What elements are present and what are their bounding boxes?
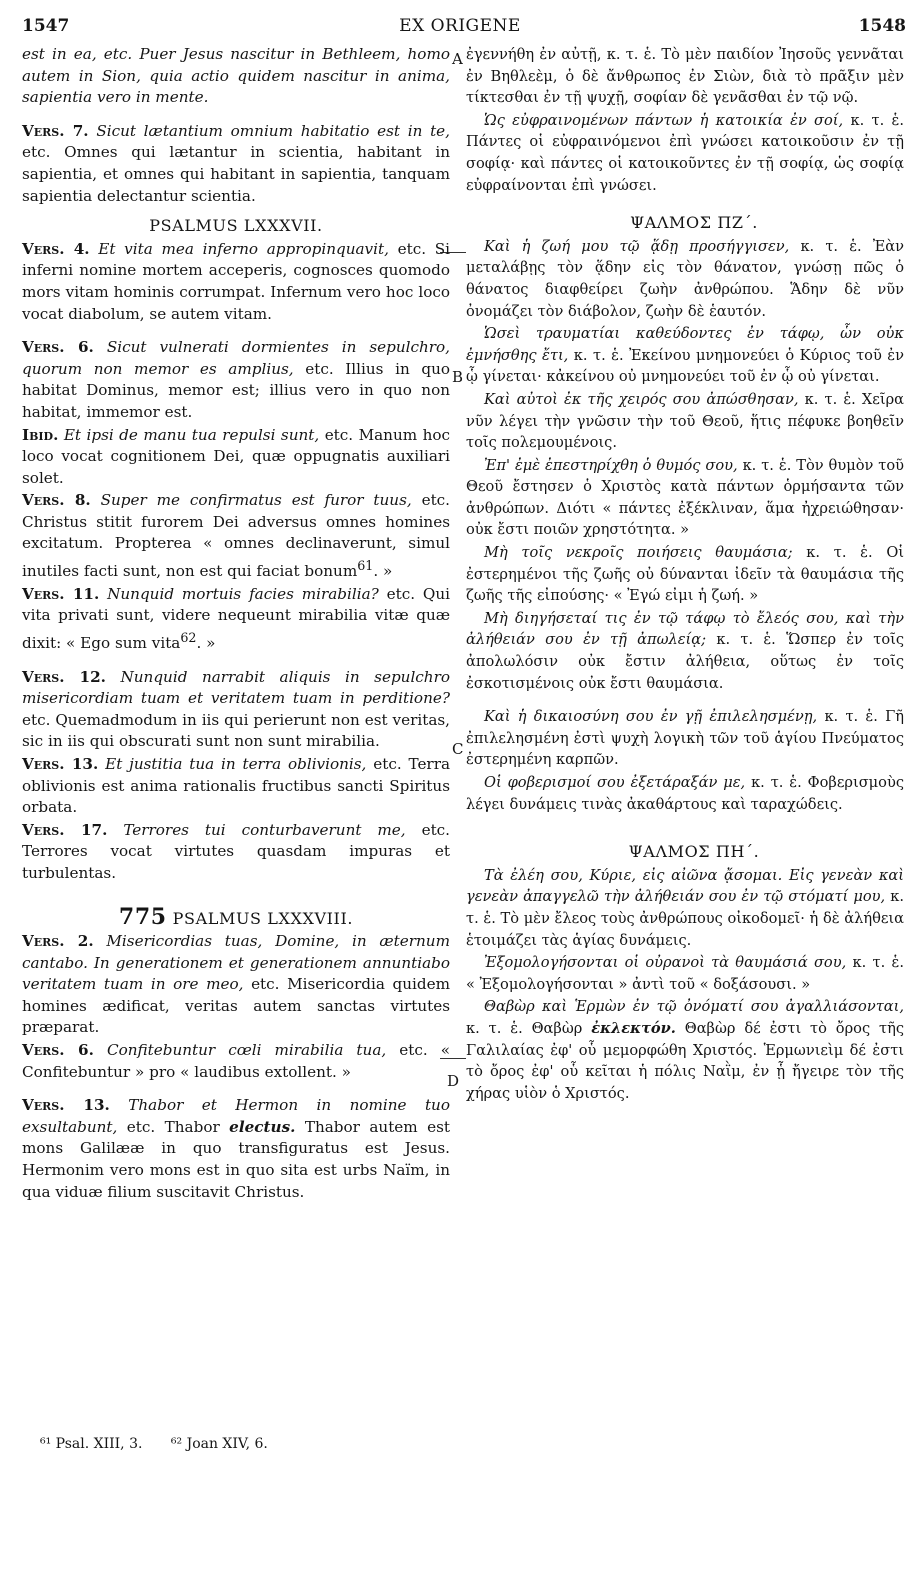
verse-ref: Vers. 6. — [22, 1041, 94, 1060]
latin-verse — [22, 239, 450, 325]
verse-lemma: Et ipsi de manu tua repulsi sunt, — [63, 425, 320, 444]
verse-lemma: Καὶ ἡ δικαιοσύνη σου ἐν γῇ ἐπιλελησμένῃ, — [484, 708, 818, 726]
verse-comment: κ. τ. ἑ. Πάντες οἱ εὐφραινόμενοι ἐπὶ γνώσει κατοικοῦσιν ἐν τῇ σοφίᾳ· καὶ πάντες οἱ κατοικοῦντες ἐν τῇ σοφίᾳ, ὡς σοφίᾳ εὐφραίνονται ἐπὶ γνώσει. — [466, 111, 904, 194]
verse-lemma: Misericordias tuas, Domine, in æternum cantabo. In generationem et generationem annuntiabo veritatem tuam in ore meo, — [22, 932, 450, 994]
greek-verse — [466, 608, 904, 694]
greek-verse — [466, 865, 904, 951]
verse-ref: Vers. 11. — [22, 584, 100, 603]
verse-comment: κ. τ. ἑ. Οἱ ἐστερημένοι τῆς ζωῆς οὐ δύνανται ἰδεῖν τὰ θαυμάσια τῆς ζωῆς τῆς εἰπούσης· « Ἐγώ εἰμι ἡ ζωή. » — [466, 544, 905, 605]
greek-verse — [466, 455, 904, 541]
greek-paragraph — [466, 44, 904, 109]
verse-gloss: ἐκλεκτόν. — [591, 1019, 676, 1037]
verse-comment: etc. Quemadmodum in iis qui perierunt non est veritas, sic in iis qui obscurati sunt non sunt mirabilia. — [22, 710, 450, 751]
verse-ref: Ibid. — [22, 425, 59, 444]
verse-ref: Vers. 7. — [22, 121, 89, 140]
verse-ref: Vers. 13. — [22, 1096, 110, 1115]
verse-comment: κ. τ. ἑ. « Ἐξομολογήσονται » ἀντὶ τοῦ « δοξάσουσι. » — [466, 954, 904, 993]
verse-comment: κ. τ. ἑ. Τὸν θυμὸν τοῦ Θεοῦ ἔστησεν ὁ Χριστὸς κατὰ πάντων ὁρμήσαντα τῶν ἀνθρώπων. Διότι « πάντες ἐξέκλιναν, ἅμα ἠχρειώθησαν· οὐκ ἔστι ποιῶν χρηστότητα. » — [466, 456, 905, 539]
verse-end: . » — [373, 562, 393, 581]
latin-verse — [22, 931, 450, 1039]
latin-verse — [22, 121, 450, 207]
verse-comment: κ. τ. ἑ. Ὥσπερ ἐν τοῖς ἀπολωλόσιν οὐκ ἔστιν ἀλήθεια, οὕτως ἐν τοῖς ἐσκοτισμένοις οὐκ ἔστι θαυμάσια. — [466, 631, 905, 692]
verse-comment: etc. Terra oblivionis est anima rationalis fructibus sancti Spiritus orbata. — [22, 754, 451, 817]
verse-lemma: Ἐπ' ἐμὲ ἐπεστηρίχθη ὁ θυμός σου, — [484, 456, 738, 474]
verse-comment: etc. Si inferni nomine mortem acceperis, cognosces quomodo mors vitam hominis corrumpat. Infernum vero hoc loco vocat diabolum, se autem vitam. — [22, 239, 451, 323]
greek-verse — [466, 110, 904, 196]
margin-marker-a: A — [452, 50, 463, 68]
verse-comment: etc. Illius in quo habitat Dominus, memor est; illius vero in quo non habitat, immemor est. — [22, 359, 451, 421]
verse-lemma: Confitebuntur cœli mirabilia tua, — [106, 1041, 387, 1060]
margin-marker-c: C — [452, 740, 464, 758]
psalm-heading-latin — [22, 903, 450, 930]
verse-ref: Vers. 17. — [22, 820, 108, 839]
verse-lemma: Nunquid narrabit aliquis in sepulchro misericordiam tuam et veritatem tuam in perditione? — [22, 667, 450, 708]
verse-lemma: Μὴ διηγήσεταί τις ἐν τῷ τάφῳ τὸ ἔλεός σου, καὶ τὴν ἀλήθειάν σου ἐν τῇ ἀπωλείᾳ; — [466, 609, 904, 649]
greek-verse — [466, 389, 904, 454]
psalm-heading-greek: ΨΑΛΜΟΣ ΠΖ΄. — [630, 213, 758, 233]
greek-verse — [466, 952, 904, 995]
latin-column — [22, 44, 450, 1203]
verse-lemma: Καὶ αὐτοὶ ἐκ τῆς χειρός σου ἀπώσθησαν, — [484, 390, 799, 408]
footnotes — [40, 1436, 440, 1452]
verse-comment: etc. Misericordia quidem homines ædificat, veritas autem sanctas virtutes præparat. — [22, 975, 451, 1037]
verse-comment: κ. τ. ἑ. Φοβερισμοὺς λέγει δυνάμεις τινὰς ἀκαθάρτους καὶ ταραχώδεις. — [466, 774, 904, 813]
verse-comment: etc. Omnes qui lætantur in scientia, habitant in sapientia, et omnes qui habitant in sapientia, tanquam sapientia delectantur scientia. — [22, 143, 450, 205]
verse-end: . » — [196, 633, 216, 652]
verse-ref: Vers. 2. — [22, 932, 94, 951]
verse-lemma: Super me confirmatus est furor tuus, — [100, 491, 412, 510]
latin-text: est in ea, etc. Puer Jesus nascitur in Bethleem, homo autem in Sion, quia actio quidem nascitur in anima, sapientia vero in mente. — [22, 45, 450, 107]
verse-comment: etc. Terrores vocat virtutes quasdam impuras et turbulentas. — [22, 820, 451, 882]
verse-lemma: Nunquid mortuis facies mirabilia? — [107, 584, 379, 603]
verse-lemma: Sicut lætantium omnium habitatio est in te, — [96, 121, 450, 140]
verse-comment: κ. τ. ἑ. Ἐὰν μεταλάβῃς τὸν ᾅδην εἰς τὸν θάνατον, γνώσῃ πῶς ὁ θάνατος διαφθείρει ζωὴν ἀνθρώπου. Ἅδην δὲ νῦν ὀνομάζει τὸν διάβολον, ζωὴν δὲ ἑαυτόν. — [466, 237, 904, 320]
verse-comment: κ. τ. ἑ. Χεῖρα νῦν λέγει τὴν γνῶσιν τὴν τοῦ Θεοῦ, ἥτις πέφυκε βοηθεῖν τοῖς πολεμουμένοις. — [466, 390, 904, 452]
latin-verse — [22, 1040, 450, 1083]
verse-lemma: Thabor et Hermon in nomine tuo exsultabunt, — [22, 1096, 450, 1136]
verse-lemma: Et justitia tua in terra oblivionis, — [105, 754, 367, 773]
verse-comment: Θαβὼρ δέ ἐστι τὸ ὄρος τῆς Γαλιλαίας ἐφ' οὗ μεμορφώθη Χριστός. Ἑρμωνιεὶμ δέ ἐστι τὸ ὄρος ἐφ' οὗ κεῖται ἡ πόλις Ναῒμ, ἐν ᾗ ἤγειρε τὸν τῆς χήρας υἱὸν ὁ Χριστός. — [466, 1019, 904, 1102]
verse-lemma: Μὴ τοῖς νεκροῖς ποιήσεις θαυμάσια; — [484, 544, 793, 562]
verse-comment: etc. Christus stitit furorem Dei adversus omnes homines excitatum. Propterea « omnes declinaverunt, simul inutiles facti sunt, non est qui faciat bonum — [22, 491, 451, 581]
latin-verse — [22, 490, 450, 582]
running-header — [0, 10, 920, 42]
verse-lemma: Καὶ ἡ ζωή μου τῷ ᾅδῃ προσήγγισεν, — [484, 237, 790, 255]
latin-verse — [22, 337, 450, 423]
footnote-61: ⁶¹ Psal. XIII, 3. — [40, 1436, 143, 1452]
verse-comment: etc. « Confitebuntur » pro « laudibus extollent. » — [22, 1041, 451, 1081]
verse-ref: Vers. 8. — [22, 491, 91, 510]
psalm-title: PSALMUS LXXXVIII. — [172, 908, 354, 928]
page-number-right: 1548 — [858, 16, 906, 36]
greek-verse — [466, 236, 904, 322]
latin-verse — [22, 820, 450, 885]
verse-comment: κ. τ. ἑ. Ἐκείνου μνημονεύει ὁ Κύριος τοῦ ἐν ᾧ γίνεται· κἀκείνου οὐ μνημονεύει τοῦ ἐν ᾧ οὐ γίνεται. — [466, 346, 904, 386]
verse-gloss: electus. — [229, 1117, 296, 1136]
verse-lemma: Ἐξομολογήσονται οἱ οὐρανοὶ τὰ θαυμάσιά σου, — [484, 954, 847, 972]
latin-verse — [22, 584, 450, 655]
verse-lemma: Οἱ φοβερισμοί σου ἐξετάραξάν με, — [484, 774, 746, 791]
verse-ref: Vers. 12. — [22, 667, 106, 686]
greek-verse — [466, 772, 904, 815]
verse-comment: κ. τ. ἑ. Γῆ ἐπιλελησμένη ἐστὶ ψυχὴ λογικὴ τῶν τοῦ ἁγίου Πνεύματος ἐστερημένη καρπῶν. — [466, 708, 905, 769]
greek-verse — [466, 996, 904, 1104]
verse-lemma: Τὰ ἐλέη σου, Κύριε, εἰς αἰῶνα ᾄσομαι. Εἰς γενεὰν καὶ γενεὰν ἀπαγγελῶ τὴν ἀλήθειάν σου ἐν τῷ στόματί μου, — [466, 866, 904, 906]
verse-comment: κ. τ. ἑ. Τὸ μὲν ἔλεος τοὺς ἀνθρώπους οἰκοδομεῖ· ἡ δὲ ἀλήθεια ἑτοιμάζει τὰς ἁγίας δυνάμεις. — [466, 888, 905, 949]
margin-marker-b: B — [452, 368, 464, 386]
greek-verse — [466, 542, 904, 607]
verse-lemma: Ὡσεὶ τραυματίαι καθεύδοντες ἐν τάφῳ, ὧν οὐκ ἐμνήσθης ἔτι, — [466, 325, 904, 364]
latin-paragraph — [22, 44, 450, 109]
greek-column — [466, 44, 904, 1104]
latin-verse — [22, 1095, 450, 1203]
psalm-heading-greek: ΨΑΛΜΟΣ ΠΗ΄. — [628, 842, 760, 862]
column-number: 775 — [118, 903, 167, 930]
verse-lemma: Ὡς εὐφραινομένων πάντων ἡ κατοικία ἐν σοί, — [484, 111, 844, 129]
greek-text: ἐγεννήθη ἐν αὐτῇ, κ. τ. ἑ. Τὸ μὲν παιδίον Ἰησοῦς γεννᾶται ἐν Βηθλεὲμ, ὁ δὲ ἄνθρωπος ἐν Σιὼν, διὰ τὸ πρᾶξιν μὲν τίκτεσθαι ἐν τῇ ψυχῇ, σοφίαν δὲ γενᾶσθαι ἐν τῷ νῷ. — [466, 46, 904, 107]
footnote-ref: 62 — [180, 629, 197, 645]
verse-comment: κ. τ. ἑ. Θαβὼρ — [466, 1019, 583, 1037]
psalm-heading-latin: PSALMUS LXXXVII. — [149, 216, 323, 236]
page-number-left: 1547 — [22, 16, 70, 36]
verse-ref: Vers. 13. — [22, 754, 99, 773]
latin-verse — [22, 754, 450, 819]
verse-ref: Vers. 6. — [22, 338, 94, 357]
latin-verse — [22, 667, 450, 753]
verse-comment: etc. Qui vita privati sunt, videre nequeunt mirabilia vitæ quæ dixit: « Ego sum vita — [22, 584, 450, 652]
latin-verse — [22, 425, 450, 490]
greek-verse — [466, 323, 904, 388]
footnote-ref: 61 — [357, 558, 374, 574]
verse-lemma: Et vita mea inferno appropinquavit, — [98, 239, 389, 258]
verse-lemma: Sicut vulnerati dormientes in sepulchro, quorum non memor es amplius, — [22, 338, 450, 378]
verse-comment: Thabor autem est mons Galilææ in quo transfiguratus est Jesus. Hermonim vero mons est in quo sita est urbs Naïm, in qua viduæ filium suscitavit Christus. — [22, 1117, 450, 1201]
verse-lemma: Θαβὼρ καὶ Ἑρμὼν ἐν τῷ ὀνόματί σου ἀγαλλιάσονται, — [484, 998, 904, 1016]
verse-ref: Vers. 4. — [22, 239, 90, 258]
verse-comment: etc. Manum hoc loco vocat cognitionem Dei, quæ oppugnatis auxiliari solet. — [22, 425, 451, 487]
margin-marker-d: D — [447, 1072, 460, 1090]
footnote-62: ⁶² Joan XIV, 6. — [170, 1436, 268, 1452]
greek-verse — [466, 706, 904, 771]
running-title: EX ORIGENE — [399, 16, 521, 36]
verse-lemma: Terrores tui conturbaverunt me, — [123, 820, 406, 839]
verse-comment: etc. Thabor — [126, 1117, 220, 1136]
